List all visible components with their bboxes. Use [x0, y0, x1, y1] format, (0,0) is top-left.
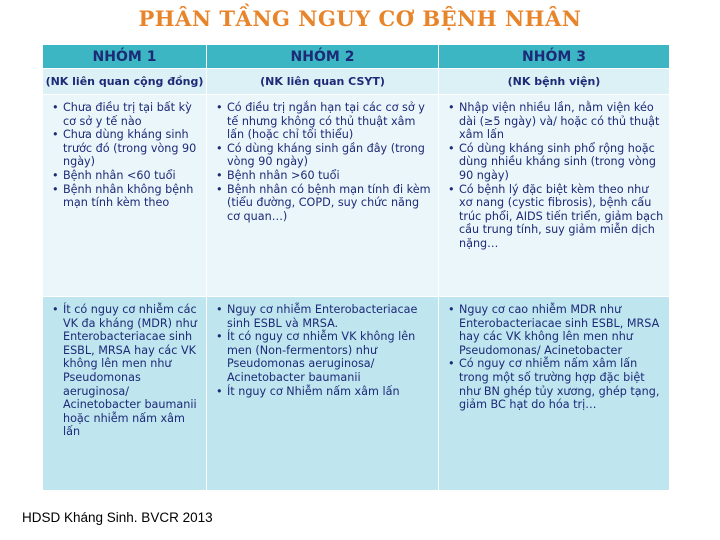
list-item: • Có điều trị ngắn hạn tại các cơ sở y tế nhưng không có thủ thuật xâm lấn (hoặc chỉ tối thiểu): [227, 101, 434, 142]
risk-stratification-table: [43, 45, 669, 491]
list-item: • Bệnh nhân <60 tuổi: [63, 169, 202, 183]
column-subheader-group-2: (NK liên quan CSYT): [207, 69, 439, 95]
pathogen-risk-group-3: [439, 297, 669, 491]
column-subheader-group-3: (NK bệnh viện): [439, 69, 669, 95]
list-item: • Chưa dùng kháng sinh trước đó (trong vòng 90 ngày): [63, 128, 202, 169]
column-header-group-2: NHÓM 2: [207, 45, 439, 69]
column-header-group-1: NHÓM 1: [43, 45, 207, 69]
list-item: • Ít có nguy cơ nhiễm VK không lên men (Non-fermentors) như Pseudomonas aeruginosa/ Acinetobacter baumanii: [227, 330, 434, 384]
list-item: • Nguy cơ nhiễm Enterobacteriacae sinh ESBL và MRSA.: [227, 303, 434, 330]
list-item: • Ít có nguy cơ nhiễm các VK đa kháng (MDR) như Enterobacteriacae sinh ESBL, MRSA hay các VK không lên men như Pseudomonas aeruginosa/ Acinetobacter baumanii hoặc nhiễm nấm xâm lấn: [63, 303, 202, 439]
list-item: • Có bệnh lý đặc biệt kèm theo như xơ nang (cystic fibrosis), bệnh cấu trúc phổi, AIDS tiến triển, giảm bạch cầu trung tính, suy giảm miễn dịch nặng…: [459, 183, 665, 251]
list-item: • Bệnh nhân có bệnh mạn tính đi kèm (tiểu đường, COPD, suy chức năng cơ quan…): [227, 183, 434, 224]
list-item: • Chưa điều trị tại bất kỳ cơ sở y tế nào: [63, 101, 202, 128]
patient-features-group-2: [207, 95, 439, 297]
patient-features-group-1: [43, 95, 207, 297]
column-header-group-3: NHÓM 3: [439, 45, 669, 69]
list-item: • Có dùng kháng sinh gần đây (trong vòng 90 ngày): [227, 142, 434, 169]
column-subheader-group-1: (NK liên quan cộng đồng): [43, 69, 207, 95]
list-item: • Bệnh nhân >60 tuổi: [227, 169, 434, 183]
list-item: • Có dùng kháng sinh phổ rộng hoặc dùng nhiều kháng sinh (trong vòng 90 ngày): [459, 142, 665, 183]
footer-source: HDSD Kháng Sinh. BVCR 2013: [22, 510, 213, 525]
list-item: • Nguy cơ cao nhiễm MDR như Enterobacteriacae sinh ESBL, MRSA hay các VK không lên men như Pseudomonas/ Acinetobacter: [459, 303, 665, 357]
list-item: • Có nguy cơ nhiễm nấm xâm lấn trong một số trường hợp đặc biệt như BN ghép tủy xương, ghép tạng, giảm BC hạt do hóa trị…: [459, 357, 665, 411]
pathogen-risk-group-1: [43, 297, 207, 491]
list-item: • Nhập viện nhiều lần, nằm viện kéo dài (≥5 ngày) và/ hoặc có thủ thuật xâm lấn: [459, 101, 665, 142]
page-title: PHÂN TẦNG NGUY CƠ BỆNH NHÂN: [138, 6, 582, 31]
pathogen-risk-group-2: [207, 297, 439, 491]
list-item: • Bệnh nhân không bệnh mạn tính kèm theo: [63, 183, 202, 210]
patient-features-group-3: [439, 95, 669, 297]
list-item: • Ít nguy cơ Nhiễm nấm xâm lấn: [227, 385, 434, 399]
